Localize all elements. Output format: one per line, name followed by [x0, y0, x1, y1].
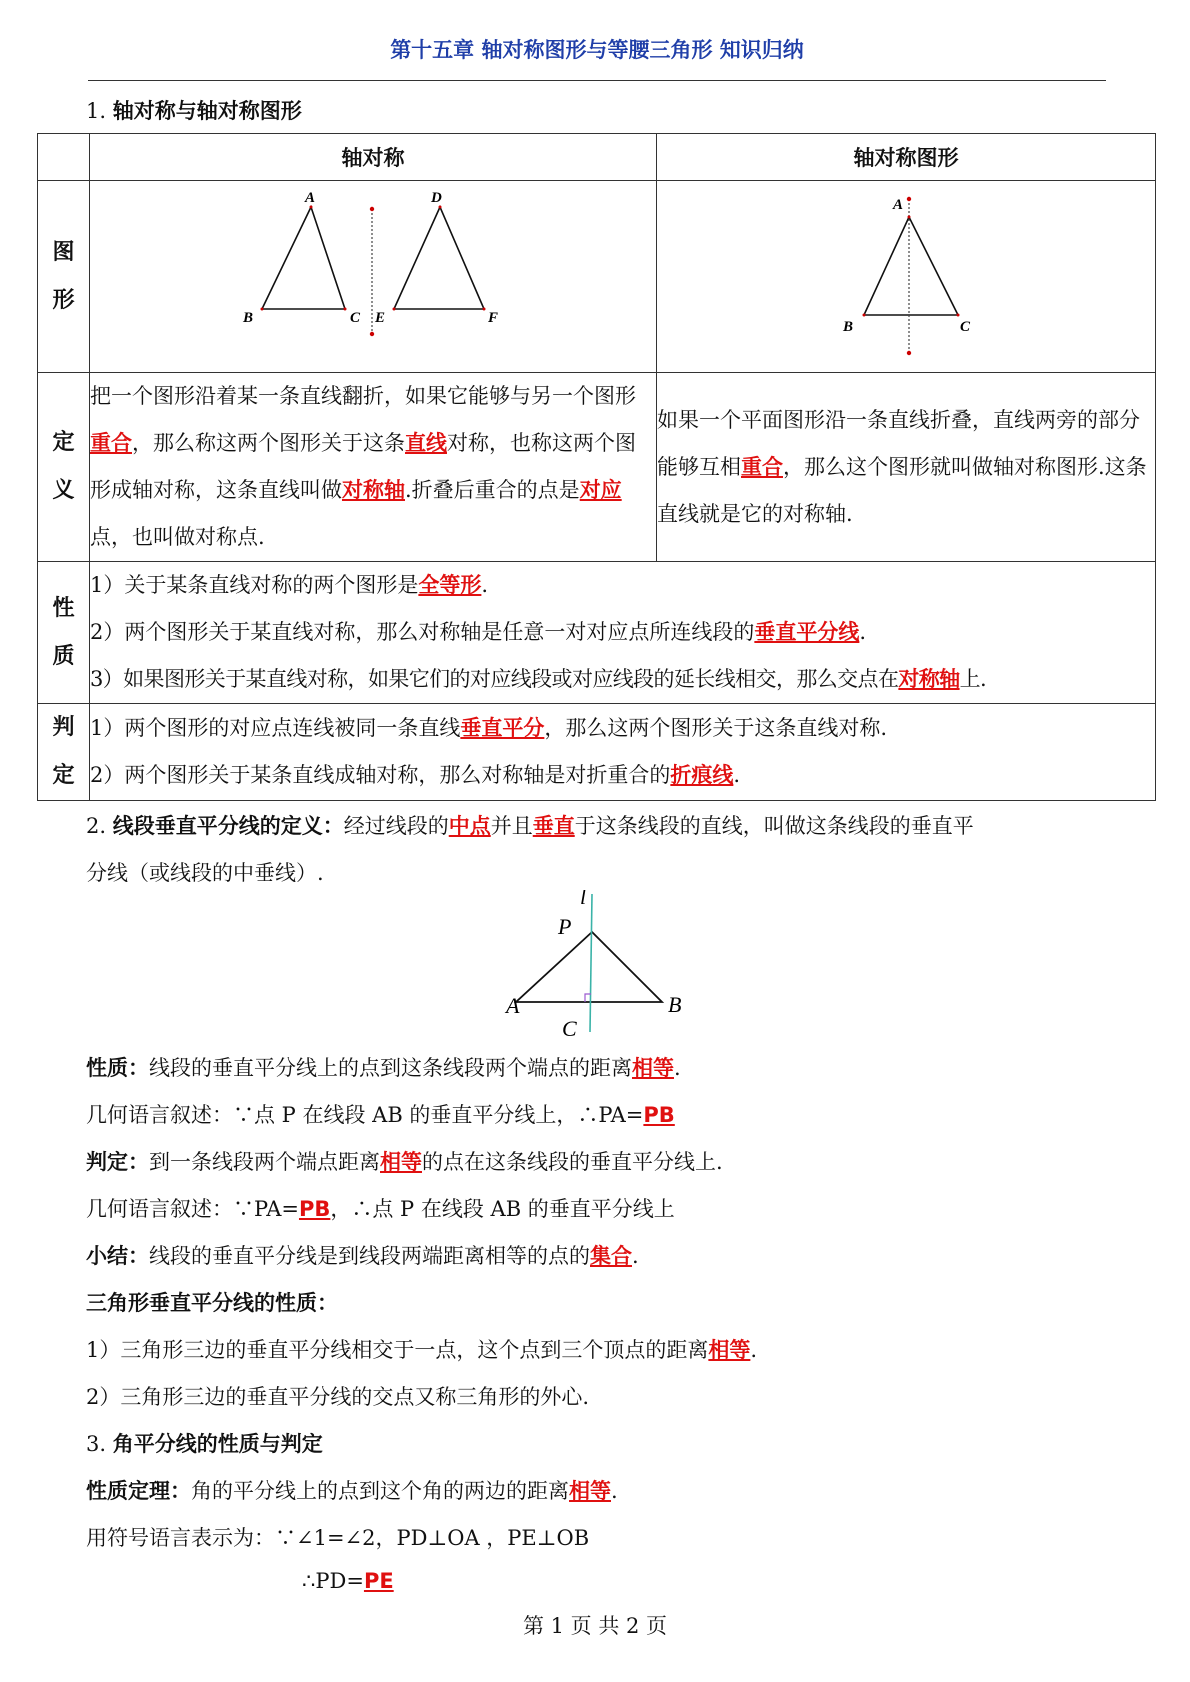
- section3-heading: 3. 角平分线的性质与判定: [86, 1432, 323, 1456]
- triangle-pab: [516, 932, 662, 1002]
- criterion-item-2: 2）两个图形关于某条直线成轴对称，那么对称轴是对折重合的折痕线.: [90, 763, 741, 787]
- answer-duichenzhou: 对称轴: [342, 478, 405, 502]
- triangle-abc: [262, 207, 345, 309]
- figure-axis-symmetric-figure: [657, 181, 1156, 373]
- label-f: F: [488, 310, 499, 326]
- column-header-axis-symmetry: 轴对称: [90, 134, 657, 181]
- label-a: A: [305, 190, 316, 206]
- triangle-abc-single: [864, 217, 958, 315]
- table-corner-cell: [38, 134, 90, 181]
- section3-theorem: 性质定理：角的平分线上的点到这个角的两边的距离相等.: [86, 1479, 618, 1503]
- isosceles-triangle-diagram: [657, 181, 1156, 367]
- section2-triangle-item-2: 2）三角形三边的垂直平分线的交点又称三角形的外心.: [86, 1385, 590, 1409]
- label-c-3: C: [562, 1016, 577, 1040]
- two-triangles-diagram: [90, 181, 657, 367]
- label-b: B: [243, 310, 254, 326]
- section2-summary: 小结：线段的垂直平分线是到线段两端距离相等的点的集合.: [86, 1244, 639, 1268]
- section1-number: 1.: [86, 99, 107, 123]
- label-d: D: [431, 190, 442, 206]
- section2-title: 线段垂直平分线的定义：: [112, 814, 344, 838]
- property-item-1: 1）关于某条直线对称的两个图形是全等形.: [90, 573, 489, 597]
- bisector-line-l: [590, 894, 592, 1032]
- label-c: C: [350, 310, 361, 326]
- property-item-2: 2）两个图形关于某直线对称，那么对称轴是任意一对对应点所连线段的垂直平分线.: [90, 620, 867, 644]
- axis-endpoint-bottom: [370, 332, 374, 336]
- answer-duiying: 对应: [579, 478, 622, 502]
- row-header-figure: 图形: [38, 181, 90, 373]
- section2-property: 性质：线段的垂直平分线上的点到这条线段两个端点的距离相等.: [86, 1056, 681, 1080]
- row-header-property: 性质: [38, 562, 90, 704]
- section2-geometry-1: 几何语言叙述：∵点 P 在线段 AB 的垂直平分线上，∴PA=PB: [86, 1103, 675, 1127]
- definition-axis-symmetry: 把一个图形沿着某一条直线翻折，如果它能够与另一个图形重合，那么称这两个图形关于这条直线对称，也称这两个图形成轴对称，这条直线叫做对称轴.折叠后重合的点是对应点，也叫做对称点.: [90, 373, 657, 562]
- label-a-3: A: [506, 993, 520, 1018]
- axis-endpoint-top: [370, 207, 374, 211]
- criterion-item-1: 1）两个图形的对应点连线被同一条直线垂直平分，那么这两个图形关于这条直线对称.: [90, 716, 888, 740]
- triangle-def: [394, 207, 484, 309]
- row-header-criterion: 判定: [38, 704, 90, 801]
- column-header-axis-symmetric-figure: 轴对称图形: [657, 134, 1156, 181]
- property-item-3: 3）如果图形关于某直线对称，如果它们的对应线段或对应线段的延长线相交，那么交点在对称轴上.: [90, 667, 987, 691]
- label-a-2: A: [893, 197, 904, 213]
- label-p: P: [558, 914, 572, 939]
- label-e: E: [375, 310, 386, 326]
- section3-symbolic: 用符号语言表示为：∵∠1=∠2，PD⊥OA ，PE⊥OB: [86, 1526, 590, 1550]
- section1-title: 轴对称与轴对称图形: [112, 99, 302, 123]
- section1-heading: [86, 95, 1146, 125]
- section2-criterion: 判定：到一条线段两个端点距离相等的点在这条线段的垂直平分线上.: [86, 1150, 723, 1174]
- header-divider: [88, 80, 1106, 81]
- label-l: l: [580, 890, 587, 909]
- section2-triangle-item-1: 1）三角形三边的垂直平分线相交于一点，这个点到三个顶点的距离相等.: [86, 1338, 758, 1362]
- answer-chonghe: 重合: [90, 431, 132, 455]
- page-footer: 第 1 页 共 2 页: [522, 1614, 668, 1638]
- answer-zhixian: 直线: [405, 431, 447, 455]
- label-b-3: B: [668, 992, 682, 1017]
- page-header-title: 第十五章 轴对称图形与等腰三角形 知识归纳: [390, 38, 804, 62]
- definition-axis-symmetric-figure: 如果一个平面图形沿一条直线折叠，直线两旁的部分能够互相重合，那么这个图形就叫做轴对称图形.这条直线就是它的对称轴.: [657, 373, 1156, 562]
- property-list: [90, 562, 1156, 704]
- axis-symmetry-table: [37, 133, 1156, 801]
- label-b-2: B: [843, 319, 854, 335]
- perpendicular-bisector-diagram: [500, 890, 700, 1040]
- label-c-2: C: [960, 319, 971, 335]
- section2-definition: 2. 线段垂直平分线的定义：经过线段的中点并且垂直于这条线段的直线，叫做这条线段的垂直平 分线（或线段的中垂线）.: [86, 814, 974, 885]
- answer-chonghe-2: 重合: [741, 454, 783, 479]
- figure-axis-symmetry: [90, 181, 657, 373]
- section2-geometry-2: 几何语言叙述：∵PA=PB，∴点 P 在线段 AB 的垂直平分线上: [86, 1197, 675, 1221]
- section3-conclusion: ∴PD=PE: [302, 1569, 394, 1593]
- criterion-list: [90, 704, 1156, 801]
- row-header-definition: 定义: [38, 373, 90, 562]
- section2-triangle-title: 三角形垂直平分线的性质：: [86, 1291, 338, 1315]
